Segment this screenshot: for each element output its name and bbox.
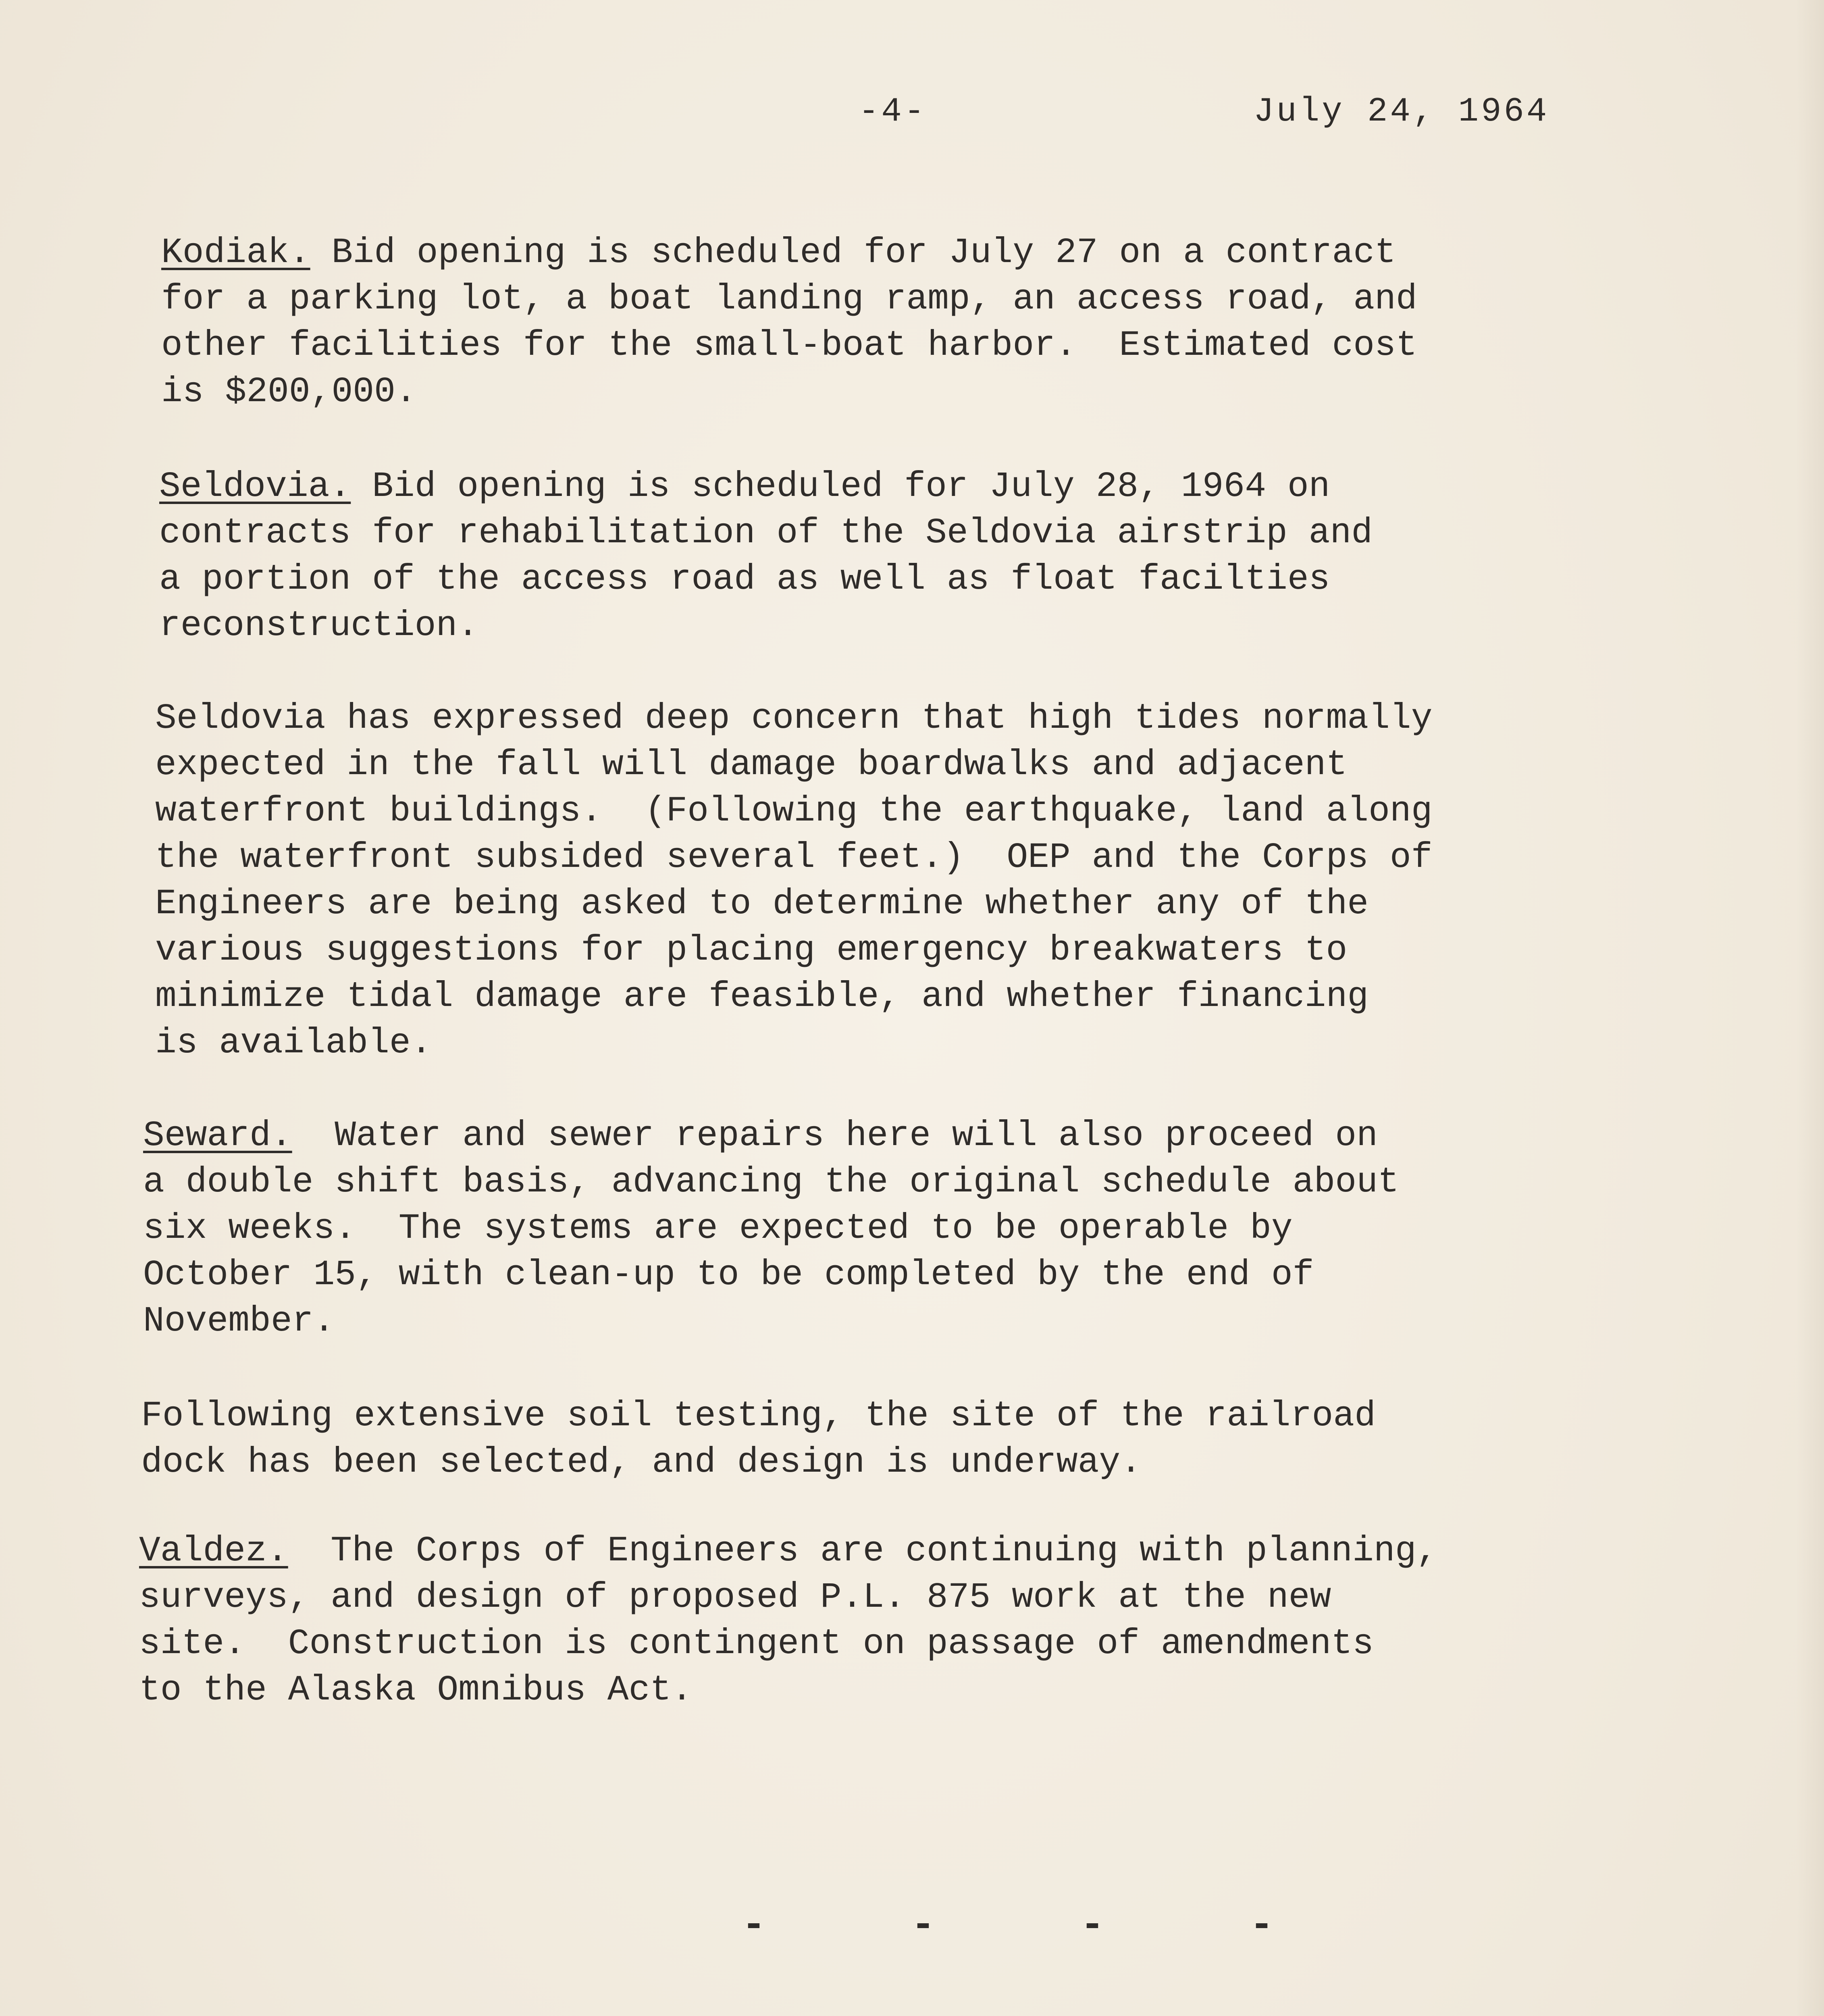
valdez-line-3: site. Construction is contingent on passage of amendments bbox=[139, 1624, 1374, 1664]
seldovia-tides-paragraph bbox=[155, 696, 1647, 1066]
seldovia-line-1: Bid opening is scheduled for July 28, 1964 on bbox=[351, 467, 1330, 507]
seward-line-4: October 15, with clean-up to be completed by the end of bbox=[143, 1255, 1314, 1295]
tides-line-4: the waterfront subsided several feet.) OEP and the Corps of bbox=[155, 838, 1433, 878]
tides-line-3: waterfront buildings. (Following the earthquake, land along bbox=[155, 791, 1433, 831]
kodiak-line-1: Bid opening is scheduled for July 27 on a contract bbox=[310, 233, 1396, 273]
seldovia-line-2: contracts for rehabilitation of the Seldovia airstrip and bbox=[159, 513, 1373, 553]
dock-line-1: Following extensive soil testing, the site of the railroad bbox=[141, 1396, 1376, 1436]
seward-heading: Seward. bbox=[143, 1116, 292, 1156]
valdez-paragraph bbox=[139, 1528, 1631, 1714]
railroad-dock-paragraph bbox=[141, 1393, 1633, 1486]
seward-line-5: November. bbox=[143, 1302, 335, 1341]
closing-dashes: - - - - bbox=[742, 1903, 1335, 1949]
seldovia-heading: Seldovia. bbox=[159, 467, 351, 507]
kodiak-paragraph bbox=[161, 230, 1653, 415]
valdez-line-1: The Corps of Engineers are continuing with planning, bbox=[288, 1531, 1438, 1571]
seward-line-3: six weeks. The systems are expected to be operable by bbox=[143, 1209, 1293, 1249]
seldovia-line-4: reconstruction. bbox=[159, 606, 479, 646]
seward-paragraph bbox=[143, 1113, 1635, 1345]
kodiak-line-2: for a parking lot, a boat landing ramp, an access road, and bbox=[161, 279, 1417, 319]
valdez-line-2: surveys, and design of proposed P.L. 875 work at the new bbox=[139, 1578, 1331, 1618]
kodiak-line-3: other facilities for the small-boat harbor. Estimated cost bbox=[161, 326, 1417, 366]
page-number: -4- bbox=[859, 93, 927, 131]
seward-line-2: a double shift basis, advancing the original schedule about bbox=[143, 1162, 1399, 1202]
kodiak-line-4: is $200,000. bbox=[161, 372, 417, 412]
tides-line-1: Seldovia has expressed deep concern that high tides normally bbox=[155, 699, 1433, 739]
seward-line-1: Water and sewer repairs here will also proceed on bbox=[292, 1116, 1378, 1156]
valdez-heading: Valdez. bbox=[139, 1531, 288, 1571]
seldovia-paragraph bbox=[159, 464, 1651, 649]
tides-line-7: minimize tidal damage are feasible, and whether financing bbox=[155, 977, 1369, 1017]
tides-line-8: is available. bbox=[155, 1023, 432, 1063]
dock-line-2: dock has been selected, and design is underway. bbox=[141, 1443, 1142, 1483]
tides-line-2: expected in the fall will damage boardwalks and adjacent bbox=[155, 745, 1348, 785]
kodiak-heading: Kodiak. bbox=[161, 233, 310, 273]
tides-line-6: various suggestions for placing emergency breakwaters to bbox=[155, 931, 1348, 971]
seldovia-line-3: a portion of the access road as well as float facilties bbox=[159, 560, 1330, 600]
valdez-line-4: to the Alaska Omnibus Act. bbox=[139, 1670, 693, 1710]
tides-line-5: Engineers are being asked to determine whether any of the bbox=[155, 884, 1369, 924]
document-date: July 24, 1964 bbox=[1254, 93, 1549, 131]
page-edge-shadow bbox=[1796, 0, 1824, 2016]
